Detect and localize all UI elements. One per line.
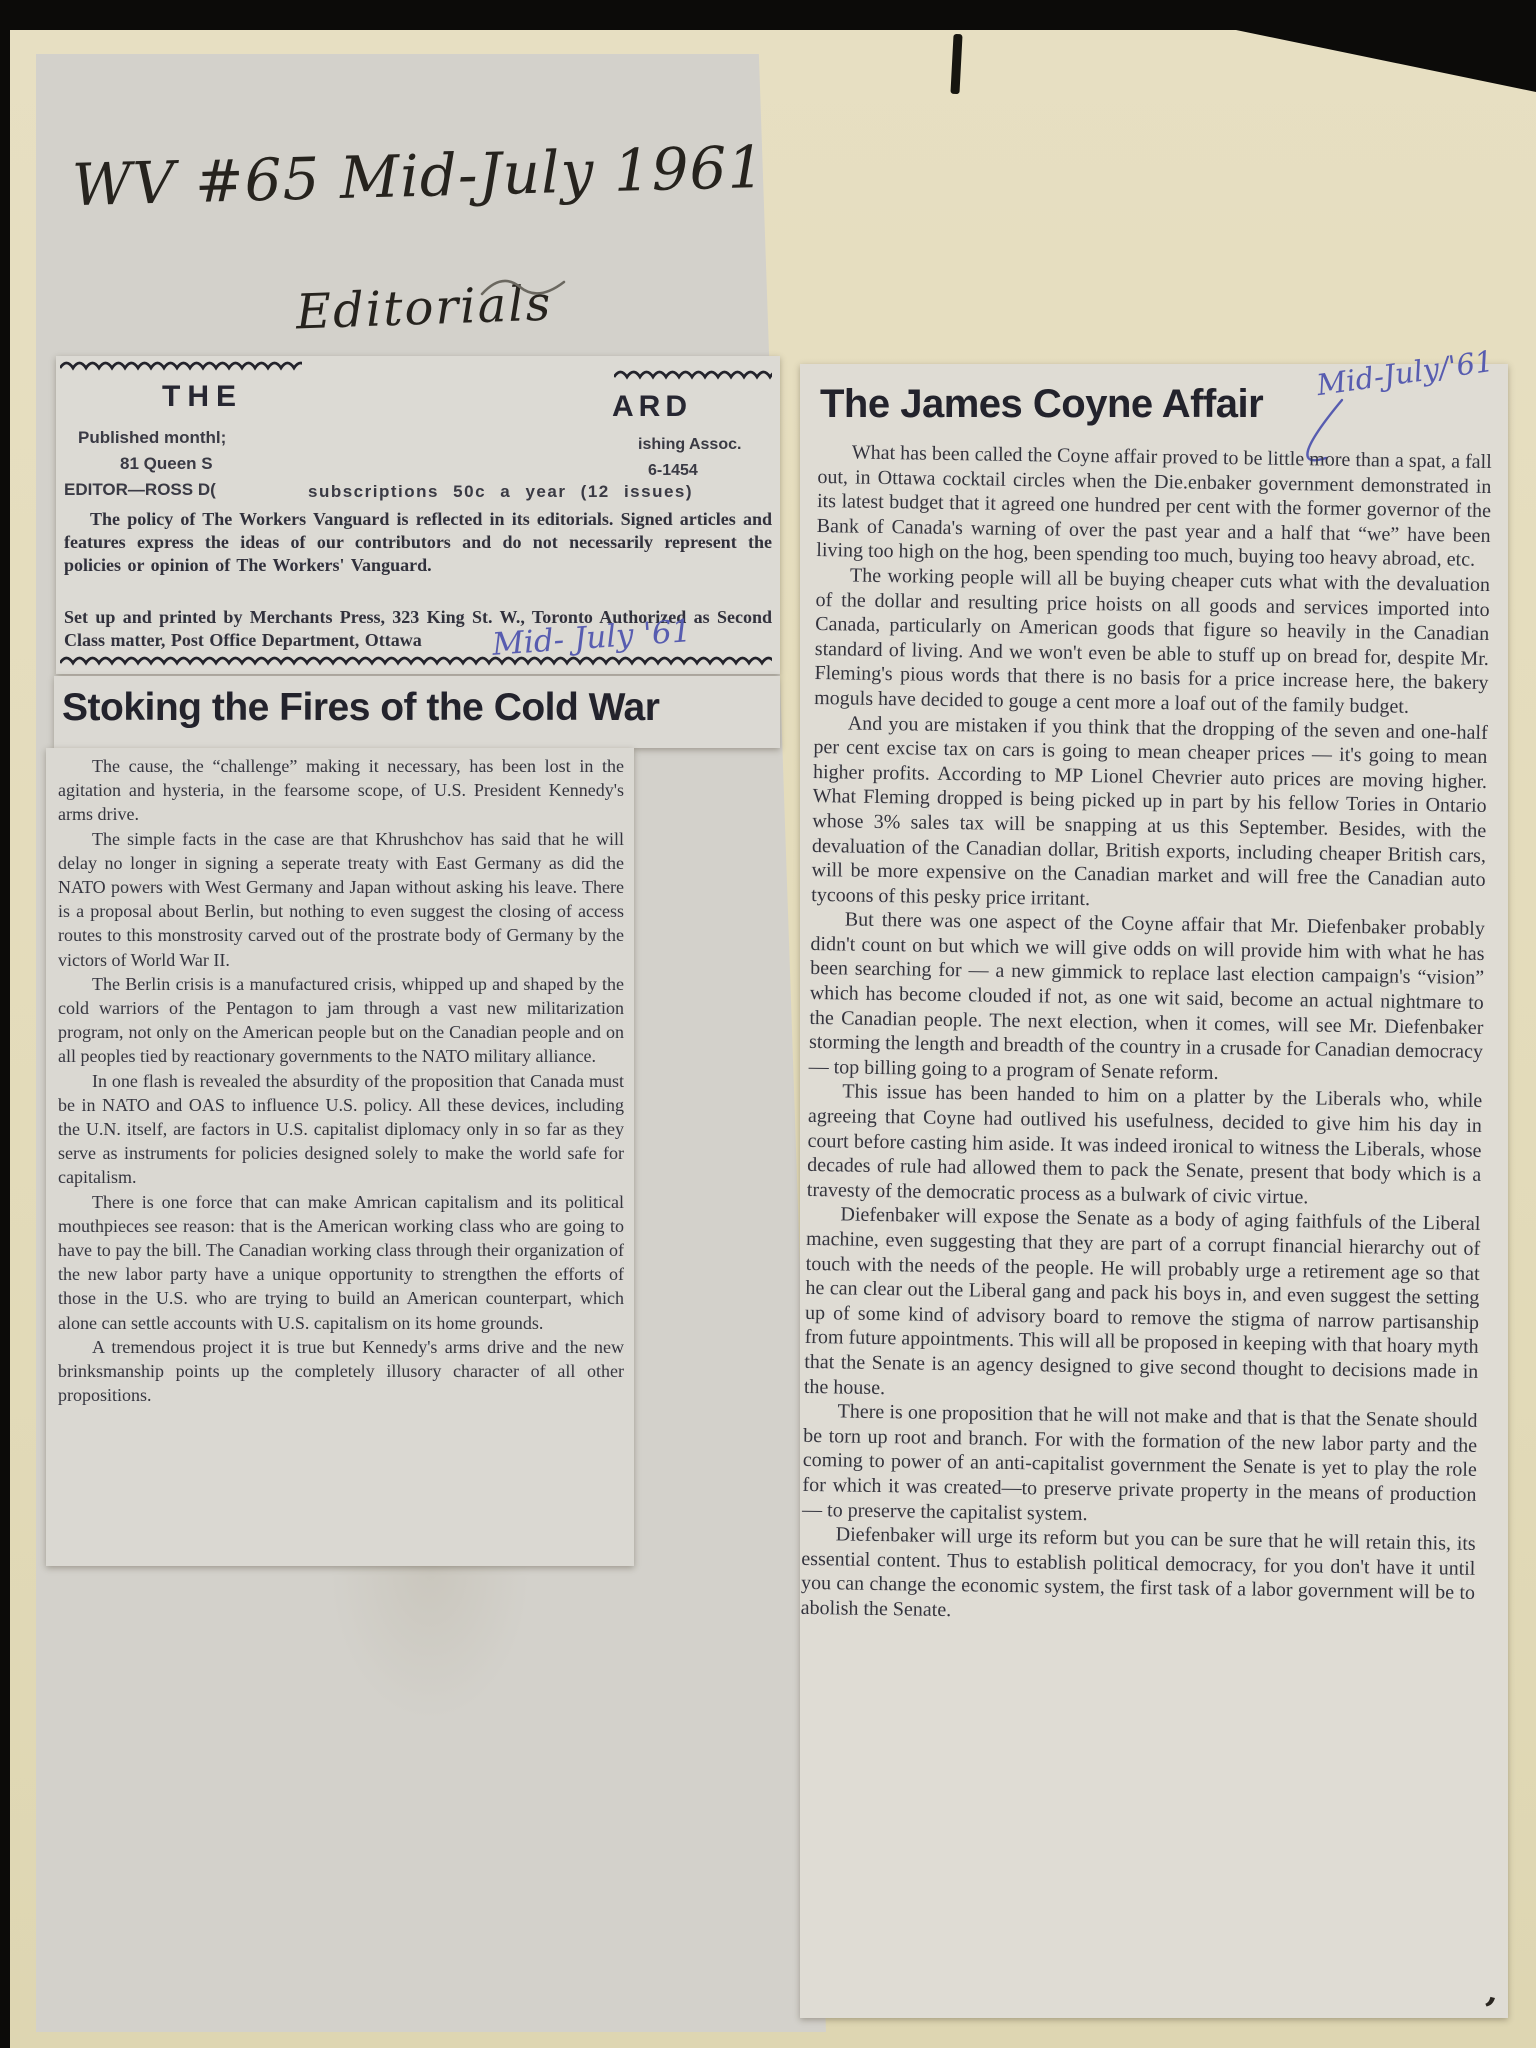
- masthead-published-line: Published monthl;: [78, 428, 227, 447]
- wavy-rule: [60, 359, 302, 371]
- handwritten-editorials-label: Editorials: [295, 275, 554, 341]
- pen-squiggle: [478, 274, 574, 302]
- masthead-printer-paragraph: Set up and printed by Merchants Press, 323 King St. W., Toronto Authorized as Second Class matter, Post Office Department, Ottawa: [64, 607, 772, 650]
- masthead-assoc-line: ishing Assoc.: [638, 436, 742, 453]
- handwritten-date-left-clipping: Mid- July '61: [490, 613, 693, 663]
- masthead-title-left: THE: [162, 380, 243, 413]
- article-paragraph: A tremendous project it is true but Kennedy's arms drive and the new brinksmanship points up the completely illusory character of all other propositions.: [58, 1336, 624, 1406]
- article-paragraph: The cause, the “challenge” making it necessary, has been lost in the agitation and hysteria, in the fearsome scope, of U.S. President Kennedy's arms drive.: [58, 756, 624, 825]
- article-paragraph: Diefenbaker will urge its reform but you can be sure that he will retain this, its essential content. Thus to establish political democracy, for you don't have it until you can change the economic system, the first task of a labor government will be to abolish the Senate.: [800, 1523, 1476, 1622]
- left-article-headline: Stoking the Fires of the Cold War: [62, 686, 660, 729]
- article-paragraph: And you are mistaken if you think that the dropping of the seven and one-half per cent excise tax on cars is going to mean cheaper prices — it's going to mean higher profits. According to MP Lionel Chevrier auto prices are moving higher. What Fleming dropped is being picked up in part by his fellow Tories in Ontario whose 3% sales tax will be snapping at us this September. Besides, with the devaluation of the Canadian dollar, British exports, including cheaper British cars, will be more expensive on the Canadian market and will free the Canadian auto tycoons of this pesky price irritant.: [811, 712, 1488, 910]
- right-article-headline: The James Coyne Affair: [820, 382, 1264, 426]
- article-paragraph: The simple facts in the case are that Khrushchov has said that he will delay no longer in signing a seperate treaty with East Germany as did the NATO powers with West Germany and Japan without asking his leave. There is a proposal about Berlin, but nothing to even suggest the closing of access routes to this monstrosity carved out of the prostrate body of Germany by the victors of World War II.: [58, 828, 624, 970]
- article-paragraph: The working people will all be buying cheaper cuts what with the devaluation of the dollar and resulting price hoists on all goods and services imported into Canada, particularly on American goods that figure so heavily in the Canadian standard of living. And we won't even be able to stuff up on bread for, despite Mr. Fleming's pious words that there is no basis for a price increase here, the bakery moguls have decided to gouge a cent more a loaf out of the family budget.: [814, 564, 1491, 718]
- wavy-rule: [614, 368, 772, 380]
- article-paragraph: In one flash is revealed the absurdity of the proposition that Canada must be in NATO and OAS to influence U.S. policy. All these devices, including the U.N. itself, are factors in U.S. capitalist diplomacy only in so far as they serve as instruments for policies designed solely to make the world safe for capitalism.: [58, 1070, 624, 1188]
- masthead-title-right: ARD: [612, 390, 692, 423]
- article-paragraph: The Berlin crisis is a manufactured crisis, whipped up and shaped by the cold warriors of the Pentagon to jam through a vast new militarization program, not only on the American people but on the Canadian people and on all peoples tied by reactionary governments to the NATO military alliance.: [58, 973, 624, 1067]
- article-paragraph: There is one force that can make Amrican capitalism and its political mouthpieces see reason: that is the American working class who are going to have to pay the bill. The Canadian working class through their organization of the new labor party have a unique opportunity to strengthen the efforts of those in the U.S. who are trying to build an American counterpart, which alone can settle accounts with U.S. capitalism on its home grounds.: [58, 1191, 624, 1333]
- article-paragraph: There is one proposition that he will not make and that is that the Senate should be torn up root and branch. For with the formation of the new labor party and the coming to power of an anti-capitalist government the Senate is yet to play the role for which it was created—to preserve private property in the means of production — to preserve the capitalist system.: [801, 1400, 1478, 1525]
- masthead-phone-line: 6-1454: [648, 462, 698, 479]
- right-article-text-column: [800, 440, 1491, 1630]
- article-paragraph: What has been called the Coyne affair proved to be little more than a spat, a fall out, in Ottawa cocktail circles when the Die.enbaker government demonstrated in its latest budget that it agreed one hundred per cent with the former governor of the Bank of Canada's warning of over the past year and a half that “we” have been living too high on the hog, been spending too much, buying too heavy abroad, etc.: [816, 441, 1492, 572]
- handwritten-issue-label: WV #65 Mid-July 1961: [71, 132, 767, 220]
- wavy-rule: [60, 654, 772, 666]
- left-article-text-column: [58, 754, 624, 1407]
- article-paragraph: This issue has been handed to him on a platter by the Liberals who, while agreeing that Coyne had outlived his usefulness, decided to give him his day in court before casting him aside. It was indeed ironical to witness the Liberals, whose decades of rule had allowed them to pack the Senate, present that body which is a travesty of the democratic process as a bulwark of civic virtue.: [806, 1080, 1483, 1209]
- left-article-body-clipping: [46, 748, 634, 1566]
- masthead-editor-line: EDITOR—ROSS D(: [64, 480, 216, 499]
- masthead-policy-paragraph: The policy of The Workers Vanguard is reflected in its editorials. Signed articles and features express the ideas of our contributors and do not necessarily represent the policies or opinion of The Workers' Vanguard.: [64, 509, 772, 575]
- right-article-clipping: [800, 343, 1508, 2018]
- ink-mark: ’: [1477, 1989, 1500, 2033]
- handwritten-date-right-clipping: Mid-July/'61: [1314, 343, 1496, 403]
- left-article-headline-clipping: [54, 676, 780, 748]
- masthead-subscription-line: subscriptions 50c a year (12 issues): [308, 482, 694, 501]
- article-paragraph: But there was one aspect of the Coyne affair that Mr. Diefenbaker probably didn't count on but which we will give odds on will provide him with what he has been searching for — a new gimmick to replace last election campaign's “vision” which has become clouded if not, as one wit said, become an actual nightmare to the Canadian people. The next election, when it comes, will see Mr. Diefenbaker storming the length and breadth of the country in a crusade for Canadian democracy — top billing going to a program of Senate reform.: [808, 908, 1485, 1084]
- masthead-address-line: 81 Queen S: [120, 454, 213, 473]
- article-paragraph: Diefenbaker will expose the Senate as a body of aging faithfuls of the Liberal machine, even suggesting that they are part of a corrupt financial hierarchy out of touch with the needs of the people. He will probably urge a retirement age so that he can clear out the Liberal gang and pack his boys in, and even suggest the setting up of some kind of advisory board to remove the stigma of narrow partisanship from future appointments. This will all be proposed in keeping with that hoary myth that the Senate is an agency designed to give second thought to decisions made in the house.: [803, 1203, 1481, 1399]
